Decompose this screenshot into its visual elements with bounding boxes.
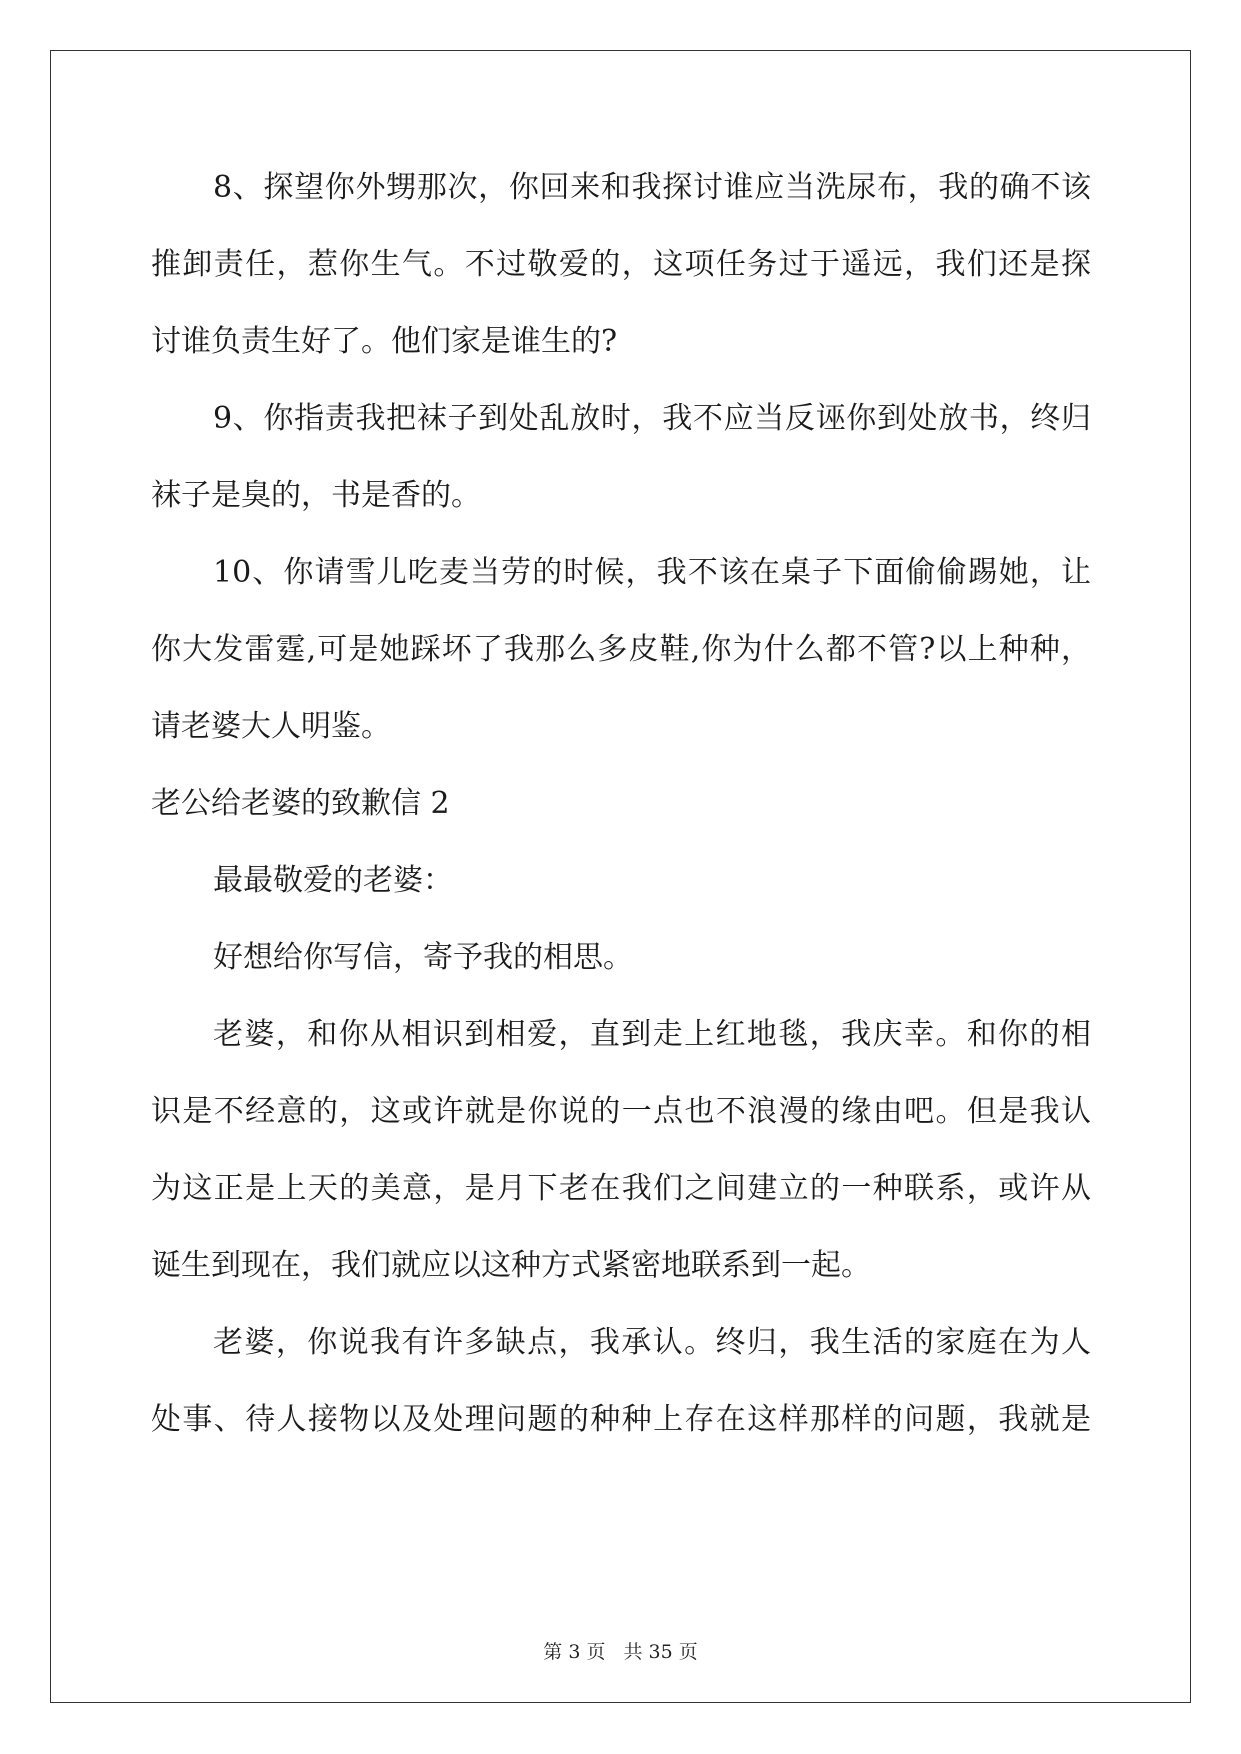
page-footer	[0, 1640, 1241, 1664]
paragraph-line: 诞生到现在，我们就应以这种方式紧密地联系到一起。	[151, 1248, 871, 1283]
paragraph-line: 老婆，和你从相识到相爱，直到走上红地毯，我庆幸。和你的相	[213, 1017, 1091, 1052]
paragraph-line: 9、你指责我把袜子到处乱放时，我不应当反诬你到处放书，终归	[213, 401, 1091, 436]
page-total: 共 35 页	[623, 1641, 698, 1663]
paragraph-line: 袜子是臭的，书是香的。	[151, 478, 481, 513]
section-heading: 老公给老婆的致歉信 2	[151, 786, 450, 821]
page-number: 第 3 页	[543, 1641, 606, 1663]
paragraph-line: 老婆，你说我有许多缺点，我承认。终归，我生活的家庭在为人	[213, 1325, 1091, 1360]
paragraph-line: 好想给你写信，寄予我的相思。	[213, 940, 633, 975]
paragraph-line: 8、探望你外甥那次，你回来和我探讨谁应当洗尿布，我的确不该	[213, 170, 1091, 205]
paragraph-line: 你大发雷霆,可是她踩坏了我那么多皮鞋,你为什么都不管?以上种种，	[151, 632, 1091, 667]
paragraph-line: 处事、待人接物以及处理问题的种种上存在这样那样的问题，我就是	[151, 1402, 1091, 1437]
paragraph-line: 为这正是上天的美意，是月下老在我们之间建立的一种联系，或许从	[151, 1171, 1091, 1206]
paragraph-line: 请老婆大人明鉴。	[151, 709, 391, 744]
paragraph-line: 识是不经意的，这或许就是你说的一点也不浪漫的缘由吧。但是我认	[151, 1094, 1091, 1129]
letter-salutation: 最最敬爱的老婆：	[213, 863, 453, 898]
paragraph-line: 推卸责任，惹你生气。不过敬爱的，这项任务过于遥远，我们还是探	[151, 247, 1091, 282]
paragraph-line: 讨谁负责生好了。他们家是谁生的?	[151, 324, 618, 359]
paragraph-line: 10、你请雪儿吃麦当劳的时候，我不该在桌子下面偷偷踢她，让	[213, 555, 1091, 590]
